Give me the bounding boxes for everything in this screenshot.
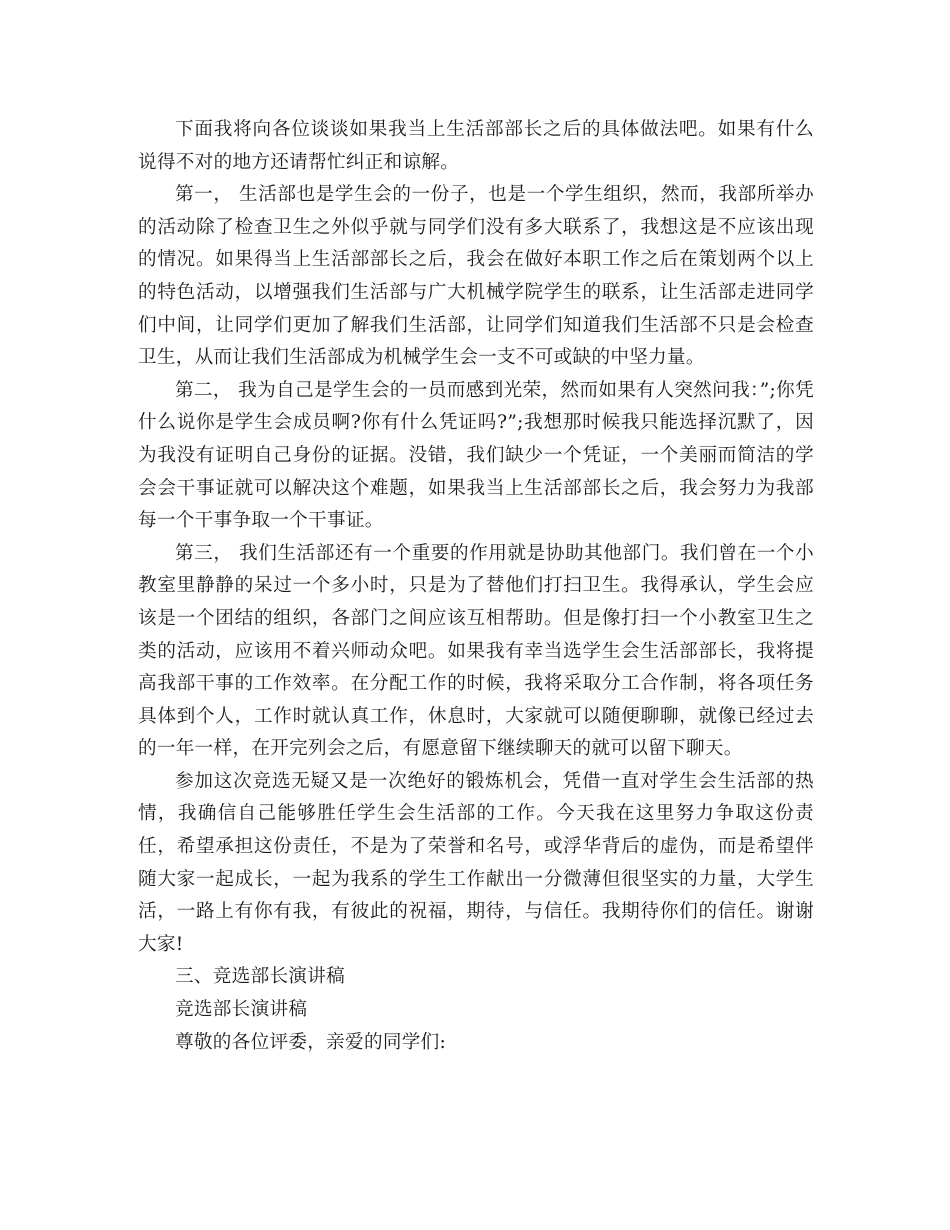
paragraph-third-point: 第三， 我们生活部还有一个重要的作用就是协助其他部门。我们曾在一个小教室里静静的呆过一个多小时，只是为了替他们打扫卫生。我得承认，学生会应该是一个团结的组织，各部门之间应该互相帮助。但是像打扫一个小教室卫生之类的活动，应该用不着兴师动众吧。如果我有幸当选学生会生活部部长，我将提高我部干事的工作效率。在分配工作的时候，我将采取分工合作制，将各项任务具体到个人，工作时就认真工作，休息时，大家就可以随便聊聊，就像已经过去的一年一样，在开完列会之后，有愿意留下继续聊天的就可以留下聊天。 bbox=[138, 542, 814, 760]
paragraph-second-point: 第二， 我为自己是学生会的一员而感到光荣，然而如果有人突然问我：”;你凭什么说你是学生会成员啊?你有什么凭证吗?”;我想那时候我只能选择沉默了，因为我没有证明自己身份的证据。没错，我们缺少一个凭证，一个美丽而简洁的学会会干事证就可以解决这个难题，如果我当上生活部部长之后，我会努力为我部每一个干事争取一个干事证。 bbox=[138, 379, 814, 532]
paragraph-first-point: 第一， 生活部也是学生会的一份子，也是一个学生组织，然而，我部所举办的活动除了检查卫生之外似乎就与同学们没有多大联系了，我想这是不应该出现的情况。如果得当上生活部部长之后，我会在做好本职工作之后在策划两个以上的特色活动，以增强我们生活部与广大机械学院学生的联系，让生活部走进同学们中间，让同学们更加了解我们生活部，让同学们知道我们生活部不只是会检查卫生，从而让我们生活部成为机械学生会一支不可或缺的中坚力量。 bbox=[138, 184, 814, 369]
document-page bbox=[138, 114, 814, 1059]
section-subtitle: 竞选部长演讲稿 bbox=[175, 999, 308, 1021]
section-heading: 三、竞选部长演讲稿 bbox=[175, 966, 346, 988]
paragraph-closing: 参加这次竞选无疑又是一次绝好的锻炼机会，凭借一直对学生会生活部的热情，我确信自己能够胜任学生会生活部的工作。今天我在这里努力争取这份责任，希望承担这份责任，不是为了荣誉和名号，或浮华背后的虚伪，而是希望伴随大家一起成长，一起为我系的学生工作献出一分微薄但很坚实的力量，大学生活，一路上有你有我，有彼此的祝福，期待，与信任。我期待你们的信任。谢谢大家! bbox=[138, 770, 814, 955]
salutation: 尊敬的各位评委，亲爱的同学们: bbox=[175, 1031, 447, 1053]
paragraph-intro: 下面我将向各位谈谈如果我当上生活部部长之后的具体做法吧。如果有什么说得不对的地方还请帮忙纠正和谅解。 bbox=[138, 119, 814, 173]
